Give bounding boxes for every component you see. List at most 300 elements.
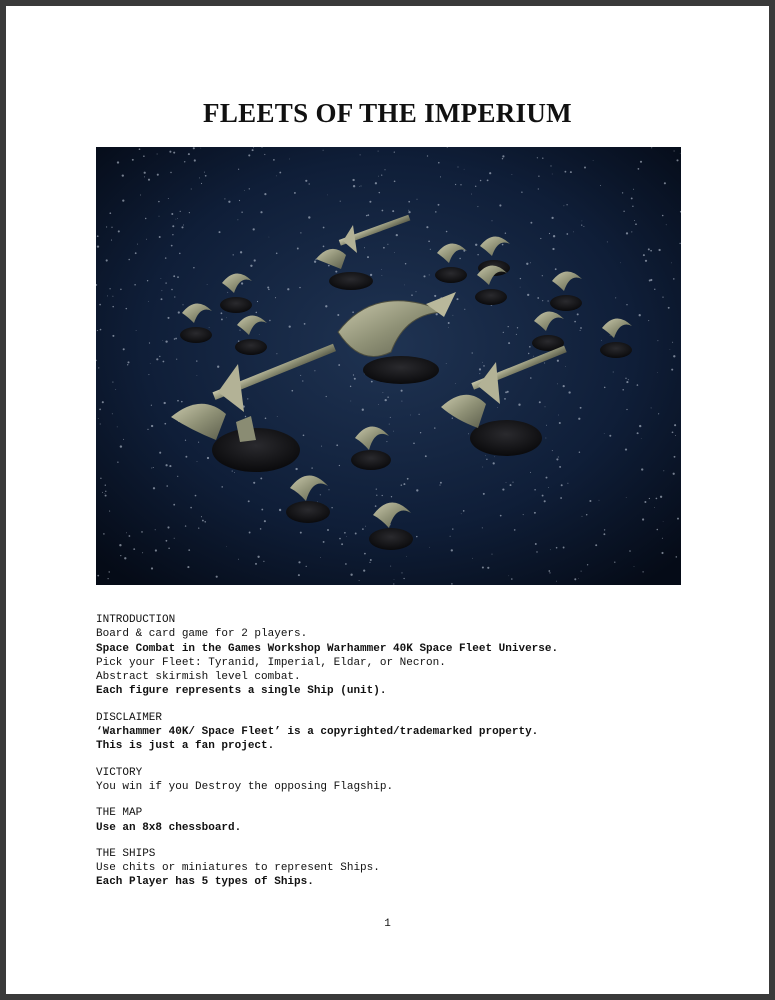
star-speck xyxy=(219,231,221,233)
star-speck xyxy=(584,167,586,169)
star-speck xyxy=(642,571,643,572)
star-speck xyxy=(181,401,183,403)
star-speck xyxy=(392,210,394,212)
star-speck xyxy=(185,440,186,441)
star-speck xyxy=(401,401,402,402)
star-speck xyxy=(279,509,281,511)
star-speck xyxy=(261,509,263,511)
star-speck xyxy=(483,493,485,495)
star-speck xyxy=(539,401,541,403)
star-speck xyxy=(170,172,171,173)
star-speck xyxy=(416,489,418,491)
star-speck xyxy=(463,510,465,512)
star-speck xyxy=(574,321,576,323)
star-speck xyxy=(666,224,667,225)
star-speck xyxy=(151,468,152,469)
star-speck xyxy=(493,462,495,464)
star-speck xyxy=(438,162,440,164)
star-speck xyxy=(198,442,199,443)
star-speck xyxy=(355,533,357,535)
star-speck xyxy=(487,180,489,182)
star-speck xyxy=(565,171,567,173)
star-speck xyxy=(177,218,178,219)
star-speck xyxy=(169,465,171,467)
star-speck xyxy=(540,238,541,239)
star-speck xyxy=(323,246,325,248)
star-speck xyxy=(521,191,522,192)
section-the-ships xyxy=(96,847,696,890)
star-speck xyxy=(632,206,633,207)
star-speck xyxy=(558,415,559,416)
star-speck xyxy=(574,578,576,580)
star-speck xyxy=(302,380,303,381)
star-speck xyxy=(155,529,156,530)
star-speck xyxy=(107,295,108,296)
star-speck xyxy=(580,407,582,409)
star-speck xyxy=(656,498,658,500)
star-speck xyxy=(102,492,103,493)
star-speck xyxy=(228,201,230,203)
star-speck xyxy=(298,561,300,563)
star-speck xyxy=(405,263,406,264)
star-speck xyxy=(384,169,385,170)
star-speck xyxy=(644,501,646,503)
star-speck xyxy=(173,152,175,154)
star-speck xyxy=(626,381,628,383)
star-speck xyxy=(542,275,543,276)
star-speck xyxy=(675,435,676,436)
star-speck xyxy=(221,486,223,488)
star-speck xyxy=(623,211,624,212)
star-speck xyxy=(394,252,395,253)
star-speck xyxy=(426,226,428,228)
star-speck xyxy=(257,556,259,558)
star-speck xyxy=(563,547,565,549)
star-speck xyxy=(639,425,641,427)
star-speck xyxy=(240,251,242,253)
star-speck xyxy=(323,541,325,543)
star-speck xyxy=(175,338,177,340)
star-speck xyxy=(144,172,146,174)
star-speck xyxy=(123,348,125,350)
star-speck xyxy=(173,504,175,506)
star-speck xyxy=(604,433,605,434)
star-speck xyxy=(401,572,402,573)
star-speck xyxy=(276,176,277,177)
star-speck xyxy=(566,233,568,235)
star-speck xyxy=(530,262,531,263)
star-speck xyxy=(245,416,246,417)
star-speck xyxy=(578,418,580,420)
star-speck xyxy=(133,548,135,550)
star-speck xyxy=(168,198,169,199)
star-speck xyxy=(403,578,404,579)
star-speck xyxy=(147,280,148,281)
star-speck xyxy=(502,155,504,157)
star-speck xyxy=(658,249,660,251)
star-speck xyxy=(626,497,627,498)
cover-photo xyxy=(96,147,681,585)
star-speck xyxy=(308,216,310,218)
star-speck xyxy=(100,329,102,331)
star-speck xyxy=(428,240,430,242)
star-speck xyxy=(204,521,206,523)
star-speck xyxy=(148,179,150,181)
star-speck xyxy=(479,373,480,374)
star-speck xyxy=(499,204,501,206)
star-speck xyxy=(371,381,373,383)
star-speck xyxy=(304,323,306,325)
star-speck xyxy=(505,232,506,233)
star-speck xyxy=(168,547,170,549)
star-speck xyxy=(657,529,659,531)
star-speck xyxy=(425,455,427,457)
star-speck xyxy=(429,274,430,275)
star-speck xyxy=(416,536,417,537)
star-speck xyxy=(408,201,410,203)
star-speck xyxy=(671,369,673,371)
star-speck xyxy=(207,284,208,285)
star-speck xyxy=(264,193,266,195)
star-speck xyxy=(226,317,227,318)
star-speck xyxy=(188,153,190,155)
star-speck xyxy=(579,451,580,452)
star-speck xyxy=(423,275,425,277)
star-speck xyxy=(185,525,186,526)
star-speck xyxy=(201,183,202,184)
star-speck xyxy=(352,179,354,181)
star-speck xyxy=(169,151,171,153)
star-speck xyxy=(205,175,207,177)
star-speck xyxy=(199,177,200,178)
star-speck xyxy=(654,289,655,290)
section-heading: THE MAP xyxy=(96,807,143,820)
star-speck xyxy=(390,417,391,418)
section-victory xyxy=(96,766,696,795)
star-speck xyxy=(512,174,513,175)
star-speck xyxy=(604,529,605,530)
star-speck xyxy=(108,578,109,579)
star-speck xyxy=(626,409,627,410)
star-speck xyxy=(387,244,388,245)
star-speck xyxy=(149,342,150,343)
star-speck xyxy=(252,149,254,151)
star-speck xyxy=(172,225,174,227)
star-speck xyxy=(132,159,134,161)
star-speck xyxy=(244,190,245,191)
star-speck xyxy=(526,263,528,265)
star-speck xyxy=(378,151,379,152)
star-speck xyxy=(563,385,565,387)
section-line: You win if you Destroy the opposing Flagship. xyxy=(96,780,394,793)
star-speck xyxy=(237,219,238,220)
star-speck xyxy=(254,259,256,261)
star-speck xyxy=(303,434,305,436)
star-speck xyxy=(345,563,347,565)
star-speck xyxy=(394,151,395,152)
star-speck xyxy=(299,287,300,288)
star-speck xyxy=(191,189,192,190)
star-speck xyxy=(502,489,504,491)
star-speck xyxy=(381,269,382,270)
star-speck xyxy=(549,572,550,573)
star-speck xyxy=(603,533,605,535)
star-speck xyxy=(550,165,551,166)
star-speck xyxy=(253,147,254,148)
star-speck xyxy=(126,308,127,309)
star-speck xyxy=(438,204,440,206)
star-speck xyxy=(127,364,128,365)
star-speck xyxy=(482,527,483,528)
star-speck xyxy=(523,514,524,515)
star-speck xyxy=(352,311,354,313)
star-speck xyxy=(477,254,478,255)
star-speck xyxy=(183,225,184,226)
star-speck xyxy=(637,384,639,386)
star-speck xyxy=(610,335,611,336)
star-speck xyxy=(336,444,338,446)
star-speck xyxy=(291,390,293,392)
star-speck xyxy=(464,169,465,170)
star-speck xyxy=(680,153,681,154)
star-speck xyxy=(387,396,388,397)
star-speck xyxy=(570,171,572,173)
star-speck xyxy=(393,583,394,584)
star-speck xyxy=(350,386,351,387)
star-speck xyxy=(97,245,99,247)
star-speck xyxy=(136,330,137,331)
star-speck xyxy=(289,159,290,160)
star-speck xyxy=(654,507,655,508)
star-speck xyxy=(508,326,509,327)
star-speck xyxy=(171,245,173,247)
star-speck xyxy=(200,148,201,149)
star-speck xyxy=(549,233,550,234)
star-speck xyxy=(320,494,321,495)
star-speck xyxy=(159,216,160,217)
star-speck xyxy=(657,340,658,341)
star-speck xyxy=(536,551,537,552)
section-line: This is just a fan project. xyxy=(96,740,275,753)
star-speck xyxy=(530,377,532,379)
star-speck xyxy=(297,248,299,250)
star-speck xyxy=(196,360,197,361)
star-speck xyxy=(511,578,513,580)
star-speck xyxy=(648,248,650,250)
page-number: 1 xyxy=(384,918,391,930)
star-speck xyxy=(668,307,670,309)
star-speck xyxy=(276,353,277,354)
star-speck xyxy=(263,561,264,562)
star-speck xyxy=(375,182,377,184)
star-speck xyxy=(620,262,621,263)
star-speck xyxy=(184,161,185,162)
star-speck xyxy=(538,188,539,189)
star-speck xyxy=(552,174,553,175)
star-speck xyxy=(350,401,351,402)
star-speck xyxy=(364,553,366,555)
star-speck xyxy=(512,482,513,483)
star-speck xyxy=(221,312,223,314)
star-speck xyxy=(595,544,597,546)
star-speck xyxy=(544,500,546,502)
star-speck xyxy=(537,297,539,299)
star-speck xyxy=(500,515,502,517)
star-speck xyxy=(359,580,360,581)
star-speck xyxy=(256,312,258,314)
star-speck xyxy=(359,186,360,187)
star-speck xyxy=(98,418,99,419)
star-speck xyxy=(650,250,652,252)
star-speck xyxy=(492,554,493,555)
star-speck xyxy=(105,491,106,492)
star-speck xyxy=(129,535,131,537)
star-speck xyxy=(662,296,663,297)
star-speck xyxy=(158,201,159,202)
star-speck xyxy=(565,366,566,367)
star-speck xyxy=(142,552,143,553)
star-speck xyxy=(165,464,167,466)
star-speck xyxy=(573,232,574,233)
star-speck xyxy=(105,495,107,497)
star-speck xyxy=(209,327,210,328)
section-line: Pick your Fleet: Tyranid, Imperial, Eldar, or Necron. xyxy=(96,656,446,669)
star-speck xyxy=(475,186,476,187)
star-speck xyxy=(381,174,382,175)
star-speck xyxy=(497,407,498,408)
star-speck xyxy=(382,275,383,276)
star-speck xyxy=(106,226,107,227)
star-speck xyxy=(661,552,663,554)
star-speck xyxy=(545,406,546,407)
star-speck xyxy=(99,409,101,411)
star-speck xyxy=(582,516,583,517)
star-speck xyxy=(628,379,629,380)
star-speck xyxy=(455,184,456,185)
section-line: Each figure represents a single Ship (unit). xyxy=(96,685,387,698)
star-speck xyxy=(265,418,267,420)
star-speck xyxy=(563,205,564,206)
star-speck xyxy=(122,174,124,176)
star-speck xyxy=(277,416,278,417)
section-line: Each Player has 5 types of Ships. xyxy=(96,876,314,889)
star-speck xyxy=(560,497,562,499)
star-speck xyxy=(408,211,410,213)
section-line: Space Combat in the Games Workshop Warhammer 40K Space Fleet Universe. xyxy=(96,642,559,655)
star-speck xyxy=(389,424,390,425)
star-speck xyxy=(112,382,113,383)
star-speck xyxy=(556,581,557,582)
star-speck xyxy=(634,566,635,567)
star-speck xyxy=(544,362,545,363)
star-speck xyxy=(117,427,118,428)
star-speck xyxy=(100,478,101,479)
star-speck xyxy=(339,538,341,540)
star-speck xyxy=(514,529,516,531)
star-speck xyxy=(176,219,177,220)
star-speck xyxy=(559,422,561,424)
star-speck xyxy=(174,538,175,539)
star-speck xyxy=(527,294,529,296)
star-speck xyxy=(460,184,461,185)
star-speck xyxy=(472,558,473,559)
star-speck xyxy=(508,342,510,344)
star-speck xyxy=(331,507,332,508)
star-speck xyxy=(194,159,196,161)
star-speck xyxy=(187,566,189,568)
star-speck xyxy=(537,157,538,158)
star-speck xyxy=(140,195,141,196)
star-speck xyxy=(533,356,534,357)
star-speck xyxy=(486,459,487,460)
star-speck xyxy=(353,374,354,375)
star-speck xyxy=(673,278,675,280)
star-speck xyxy=(556,547,558,549)
star-speck xyxy=(419,414,420,415)
star-speck xyxy=(162,290,163,291)
star-speck xyxy=(587,564,588,565)
star-speck xyxy=(155,549,157,551)
star-speck xyxy=(637,432,639,434)
section-line: Board & card game for 2 players. xyxy=(96,628,308,641)
star-speck xyxy=(166,540,168,542)
star-speck xyxy=(663,470,664,471)
star-speck xyxy=(135,252,137,254)
star-speck xyxy=(453,315,454,316)
star-speck xyxy=(649,498,650,499)
star-speck xyxy=(410,415,411,416)
star-speck xyxy=(157,154,158,155)
star-speck xyxy=(516,334,517,335)
star-speck xyxy=(143,155,145,157)
star-speck xyxy=(558,456,559,457)
star-speck xyxy=(165,282,166,283)
star-speck xyxy=(455,383,456,384)
star-speck xyxy=(367,256,369,258)
star-speck xyxy=(615,297,616,298)
star-speck xyxy=(164,402,166,404)
star-speck xyxy=(504,398,506,400)
star-speck xyxy=(645,260,647,262)
star-speck xyxy=(651,407,652,408)
star-speck xyxy=(546,477,548,479)
star-speck xyxy=(382,210,384,212)
star-speck xyxy=(323,150,324,151)
star-speck xyxy=(178,311,180,313)
star-speck xyxy=(327,529,329,531)
star-speck xyxy=(181,226,183,228)
star-speck xyxy=(173,275,175,277)
star-speck xyxy=(626,232,628,234)
star-speck xyxy=(233,254,234,255)
document-title: FLEETS OF THE IMPERIUM xyxy=(203,98,572,128)
star-speck xyxy=(674,150,675,151)
star-speck xyxy=(177,476,178,477)
star-speck xyxy=(180,211,181,212)
star-speck xyxy=(295,468,297,470)
star-speck xyxy=(369,201,371,203)
star-speck xyxy=(97,330,98,331)
star-speck xyxy=(151,405,152,406)
star-speck xyxy=(517,327,518,328)
star-speck xyxy=(457,166,458,167)
section-disclaimer xyxy=(96,711,696,754)
star-speck xyxy=(120,445,122,447)
star-speck xyxy=(362,528,364,530)
star-speck xyxy=(369,562,370,563)
star-speck xyxy=(581,224,582,225)
star-speck xyxy=(483,365,485,367)
